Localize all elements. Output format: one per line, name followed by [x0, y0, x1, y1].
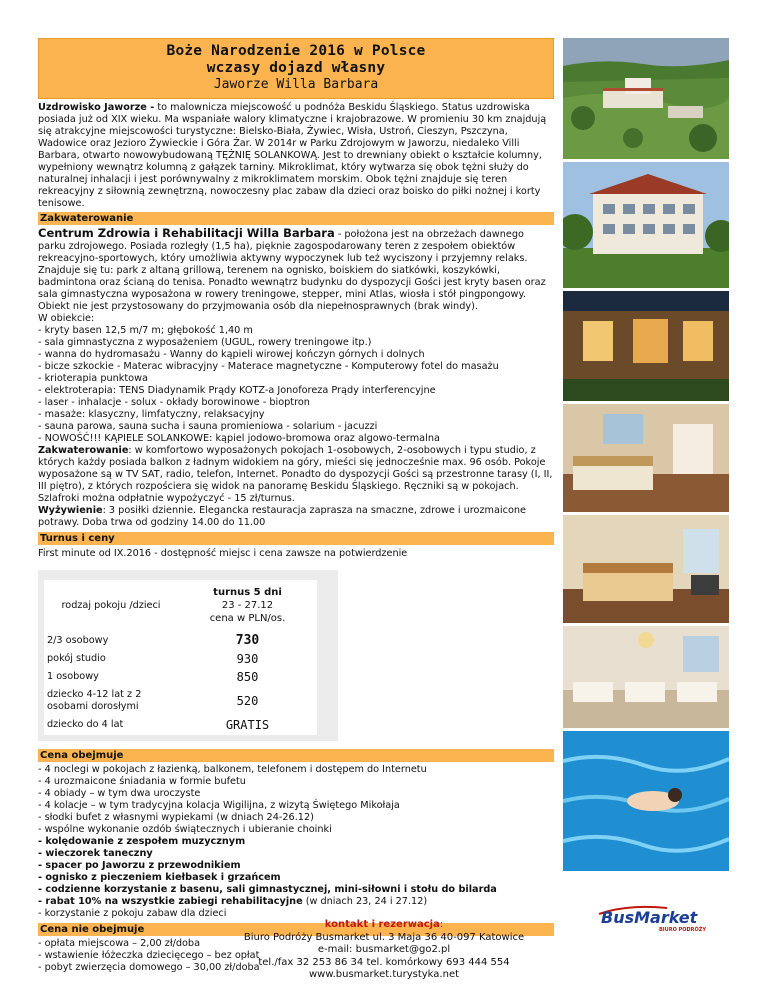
list-item: - 4 obiady – w tym dwa uroczyste	[38, 788, 201, 799]
title-banner	[38, 38, 554, 99]
section-cena-nie-obejmuje: Cena nie obejmuje	[38, 923, 554, 936]
contact-phone: tel./fax 32 253 86 34 tel. komórkowy 693 444 554	[258, 956, 510, 968]
center-text: - położona jest na obrzeżach dawnego parku zdrojowego. Posiada rozległy (1,5 ha), pięknie zagospodarowany teren z zespołem obiektów rekreacyjno-sportowych, który umożliwia aktywny wypoczynek lub też wyciszony i przyjemny relaks. Znajduje się tu: park z altaną grillową, terenem na ognisko, boiskiem do siatkówki, koszykówki, badmintona oraz ścianą do tenisa. Ponadto wewnątrz budynku do dyspozycji Gości jest kryty basen oraz sala gimnastyczna wyposażona w rowery treningowe, stepper, mini Atlas, wiosła i stół pingpongowy.	[38, 229, 546, 300]
includes-list	[38, 764, 554, 920]
wyzywienie-label: Wyżywienie	[38, 505, 103, 516]
list-item: - elektroterapia: TENS Diadynamik Prądy KOTZ-a Jonoforeza Prądy interferencyjne	[38, 385, 436, 396]
table-header-turnus	[178, 580, 317, 632]
contact-email[interactable]: e-mail: busmarket@go2.pl	[317, 944, 451, 955]
turnus-dates: 23 - 27.12	[221, 600, 274, 611]
amenities-list	[38, 325, 554, 445]
room-photo-2	[563, 515, 729, 623]
list-item: - 4 noclegi w pokojach z łazienką, balkonem, telefonem i dostępem do Internetu	[38, 764, 427, 775]
table-header-room	[44, 580, 178, 632]
price-table	[44, 580, 317, 735]
contact-website[interactable]: www.busmarket.turystyka.net	[308, 969, 460, 980]
title-line-1: Boże Narodzenie 2016 w Polsce	[166, 43, 426, 59]
room-price: GRATIS	[178, 716, 317, 734]
list-item: - sala gimnastyczna z wyposażeniem (UGUL, rowery treningowe itp.)	[38, 337, 372, 348]
intro-text: to malownicza miejscowość u podnóża Beskidu Śląskiego. Status uzdrowiska posiada już od XIX wieku. Ma wspaniałe walory klimatyczne i krajobrazowe. W promieniu 30 km znajdują się atrakcyjne miejscowości turystyczne: Bielsko-Biała, Żywiec, Wisła, Ustroń, Cieszyn, Pszczyna, Wadowice oraz Jezioro Żywieckie i Góra Żar. W 2014r w Parku Zdrojowym w Jaworzu, niedaleko Villi Barbara, otwarto nowowybudowaną TĘŻNIĘ SOLANKOWĄ. Jest to drewniany obiekt o kształcie kolumny, wypełniony wewnątrz kolumną z gałązek tarniny. Mikroklimat, który wytwarza się obok tężni służy do naturalnej inhalacji i jest porównywalny z mikroklimatem morskim. Obok tężni znajduje się teren rekreacyjny z siłownią zewnętrzną, nowoczesny plac zabaw dla dzieci oraz boisko do piłki nożnej i korty tenisowe.	[38, 102, 547, 209]
table-row	[44, 668, 317, 686]
first-minute-note: First minute od IX.2016 - dostępność miejsc i cena zawsze na potwierdzenie	[38, 548, 408, 559]
room-type: pokój studio	[44, 650, 178, 668]
list-item	[38, 896, 554, 908]
list-item: - sauna parowa, sauna sucha i sauna promieniowa - solarium - jacuzzi	[38, 421, 378, 432]
contact-title: kontakt i rezerwacja	[324, 919, 440, 930]
disabled-note: Obiekt nie jest przystosowany do przyjmowania osób dla niepełnosprawnych (brak windy).	[38, 301, 478, 312]
center-name: Centrum Zdrowia i Rehabilitacji Willa Barbara	[38, 226, 335, 240]
pool-photo	[563, 731, 729, 871]
zakwaterowanie-label: Zakwaterowanie	[38, 445, 129, 456]
list-item: - spacer po Jaworzu z przewodnikiem	[38, 860, 241, 871]
rabat-normal: (w dniach 23, 24 i 27.12)	[302, 896, 428, 907]
courtyard-night-photo	[563, 291, 729, 401]
photo-column	[563, 38, 729, 874]
turnus-days: turnus 5 dni	[213, 587, 282, 598]
list-item: - wieczorek taneczny	[38, 848, 153, 859]
wyzywienie-text: : 3 posiłki dziennie. Elegancka restauracja zaprasza na smaczne, zdrowe i urozmaicone potrawy. Doba trwa od godziny 14.00 do 11.00	[38, 505, 526, 528]
list-item: - ognisko z pieczeniem kiełbasek i grzańcem	[38, 872, 281, 883]
turnus-currency: cena w PLN/os.	[209, 613, 286, 624]
contact-block	[0, 919, 768, 982]
section-turnus: Turnus i ceny	[38, 532, 554, 545]
room-price: 730	[178, 632, 317, 650]
room-price: 850	[178, 668, 317, 686]
list-item: - słodki bufet z własnymi wypiekami (w dniach 24-26.12)	[38, 812, 314, 823]
list-item: - 4 kolacje – w tym tradycyjna kolacja Wigilijna, z wizytą Świętego Mikołaja	[38, 800, 400, 811]
table-header-room-text: rodzaj pokoju /dzieci	[61, 599, 161, 611]
list-item: - krioterapia punktowa	[38, 373, 148, 384]
rabat-bold: - rabat 10% na wszystkie zabiegi rehabilitacyjne	[38, 896, 303, 907]
title-line-2: wczasy dojazd własny	[206, 60, 386, 76]
list-item: - pobyt zwierzęcia domowego – 30,00 zł/doba	[38, 962, 260, 973]
list-item: - codzienne korzystanie z basenu, sali gimnastycznej, mini-siłowni i stołu do bilarda	[38, 884, 497, 895]
room-type: 1 osobowy	[44, 668, 178, 686]
w-obiekcie-label: W obiekcie:	[38, 313, 95, 324]
aerial-photo	[563, 38, 729, 159]
room-type: dziecko do 4 lat	[44, 716, 178, 734]
building-photo	[563, 162, 729, 288]
list-item: - wstawienie łóżeczka dziecięcego – bez opłat	[38, 950, 260, 961]
room-photo-1	[563, 404, 729, 512]
contact-colon: :	[439, 919, 444, 930]
list-item: - laser - inhalacje - solux - okłady borowinowe - bioptron	[38, 397, 310, 408]
list-item: - opłata miejscowa – 2,00 zł/doba	[38, 938, 201, 949]
offer-content	[38, 38, 554, 974]
list-item: - wspólne wykonanie ozdób świątecznych i ubieranie choinki	[38, 824, 332, 835]
intro-lead: Uzdrowisko Jaworze -	[38, 102, 155, 113]
table-row	[44, 632, 317, 650]
section-cena-obejmuje: Cena obejmuje	[38, 749, 554, 762]
room-price: 930	[178, 650, 317, 668]
contact-address: Biuro Podróży Busmarket ul. 3 Maja 36 40-097 Katowice	[243, 931, 525, 943]
title-line-3: Jaworze Willa Barbara	[213, 77, 379, 92]
list-item: - NOWOŚĆ!!! KĄPIELE SOLANKOWE: kąpiel jodowo-bromowa oraz algowo-termalna	[38, 433, 440, 444]
price-table-box	[38, 570, 338, 741]
list-item: - korzystanie z pokoju zabaw dla dzieci	[38, 908, 227, 919]
table-row	[44, 650, 317, 668]
list-item: - 4 urozmaicone śniadania w formie bufetu	[38, 776, 246, 787]
table-row	[44, 716, 317, 734]
list-item: - masaże: klasyczny, limfatyczny, relaksacyjny	[38, 409, 265, 420]
wyzywienie-paragraph	[38, 505, 554, 529]
restaurant-photo	[563, 626, 729, 728]
list-item: - kryty basen 12,5 m/7 m; głębokość 1,40 m	[38, 325, 253, 336]
zakwaterowanie-text: : w komfortowo wyposażonych pokojach 1-osobowych, 2-osobowych i typu studio, z których każdy posiada balkon z ładnym widokiem na góry, mieści się jednocześnie max. 96 osób. Pokoje wyposażone są w TV SAT, radio, telefon, Internet. Ponadto do dyspozycji Gości są przestronne tarasy (I, II, III piętro), z których rozpościera się widok na panoramę Beskidu Śląskiego. Ręczniki są w pokojach. Szlafroki można odpłatnie wypożyczyć - 15 zł/turnus.	[38, 445, 553, 504]
logo-subtitle: BIURO PODRÓŻY	[659, 927, 706, 932]
table-row	[44, 686, 317, 716]
list-item: - wanna do hydromasażu - Wanny do kąpieli wirowej kończyn górnych i dolnych	[38, 349, 425, 360]
center-paragraph	[38, 227, 554, 301]
list-item: - bicze szkockie - Materac wibracyjny - Materace magnetyczne - Komputerowy fotel do masażu	[38, 361, 499, 372]
logo-wordmark: BusMarket	[601, 908, 698, 927]
room-type: 2/3 osobowy	[44, 632, 178, 650]
section-zakwaterowanie: Zakwaterowanie	[38, 212, 554, 225]
list-item: - kolędowanie z zespołem muzycznym	[38, 836, 246, 847]
zakwaterowanie-paragraph	[38, 445, 554, 505]
intro-paragraph	[38, 102, 554, 210]
room-type: dziecko 4-12 lat z 2 osobami dorosłymi	[44, 686, 178, 716]
room-price: 520	[178, 686, 317, 716]
